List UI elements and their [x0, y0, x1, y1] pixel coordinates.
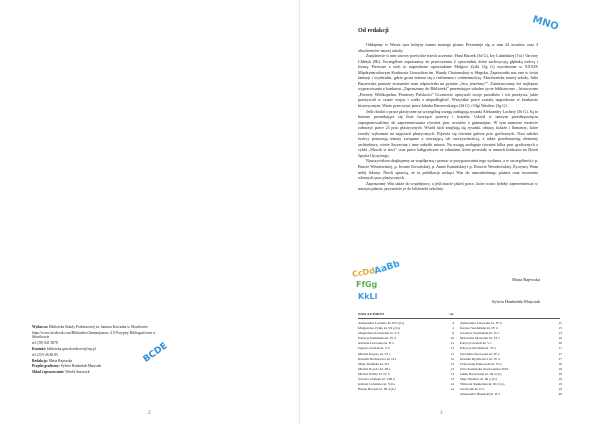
- author-page: 6: [452, 331, 454, 336]
- imprint-line: [32, 364, 172, 369]
- author-name: Michał Kopcio kl. VI c: [358, 351, 391, 356]
- imprint-line: [32, 341, 172, 346]
- imprint-label: Skład i opracowanie:: [32, 370, 65, 375]
- author-page: 18: [558, 366, 562, 371]
- author-page: 17: [558, 346, 562, 351]
- author-name: Franciszek Pełkowski kl. VI a: [460, 361, 503, 366]
- signoff-editor: Maria Rajewska: [511, 277, 540, 282]
- alphabet-decoration-fg: FfGg: [356, 280, 378, 289]
- authors-table-header: [358, 312, 560, 319]
- author-name: Marcelina Matysiak kl. VI a: [460, 336, 500, 341]
- author-page: 18: [558, 361, 562, 366]
- imprint-text: https://www.facebook.com/Biblioteka Gimnazjum nr. 4 O Przypisy Bibliograficzne w Słowikowie: [32, 330, 156, 340]
- author-page: 14: [450, 382, 454, 387]
- author-page: 14: [450, 387, 454, 392]
- author-name: Jarosław Szymański kl. IV c: [460, 331, 500, 336]
- author-name: Jakub Baczewski kl. III d (G): [460, 371, 502, 376]
- alphabet-decoration-ab: AaBb: [373, 259, 402, 277]
- author-page: 19: [558, 371, 562, 376]
- author-name: Patrycja Kamińska kl. IV d: [358, 336, 397, 341]
- imprint-text: tel. (59) 841 0078: [32, 341, 58, 346]
- author-name: Hanna Baczek kl. III d (G): [358, 387, 396, 392]
- author-row: [456, 392, 562, 397]
- authors-column-right: [456, 321, 562, 397]
- author-page: 10: [450, 336, 454, 341]
- authors-header-name: NASI AUTORZY: [358, 312, 385, 316]
- author-name: Patrycja Arendt kl. V c: [460, 341, 493, 346]
- author-name: Weronika Żurawska kl. IV e: [460, 351, 500, 356]
- author-page: 11: [450, 341, 454, 346]
- author-page: 4: [452, 326, 454, 331]
- imprint-label: Projekt graficzny:: [32, 364, 60, 369]
- authors-column-left: [358, 321, 456, 392]
- author-page: 11: [450, 346, 454, 351]
- alphabet-decoration-kl: KkLl: [358, 292, 378, 301]
- author-name: Izabela Lubańska kl. VII a: [358, 382, 396, 387]
- author-page: 19: [558, 377, 562, 382]
- right-page: [300, 0, 600, 424]
- authors-table: [358, 312, 562, 397]
- imprint-text: biblioteka.gim.slowikowo@wp.pl: [46, 346, 96, 351]
- author-page: 19: [558, 382, 562, 387]
- author-name: Aleksandra Lachetta kl. III b (G): [358, 321, 405, 325]
- alphabet-decoration: BCDE: [141, 341, 170, 365]
- author-name: Julia Kasznicka absolwentka 2018: [460, 366, 509, 371]
- imprint-label: Wydawca:: [32, 325, 49, 329]
- author-name: Kacper Szadziński kl. IV b: [460, 326, 498, 331]
- author-name: Maja Zielińska kl. II a: [358, 361, 390, 366]
- author-page: 4: [452, 321, 454, 325]
- page-number: 2: [148, 411, 151, 416]
- author-page: 17: [558, 351, 562, 356]
- author-name: Małgorzata Zytka kl. III g (G): [358, 326, 401, 331]
- author-name: Magdalena Kolodziak kl. V b: [358, 331, 400, 336]
- author-page: 20: [558, 392, 562, 397]
- imprint-line: [32, 370, 172, 375]
- author-name: Patrycja Rosiński kl. VI a: [460, 346, 497, 351]
- imprint-text: Sylwia Hankiełak-Matysiak: [60, 364, 102, 369]
- author-page: 15: [558, 321, 562, 325]
- imprint-line: [32, 331, 172, 340]
- author-page: 16: [558, 341, 562, 346]
- author-page: 13: [450, 366, 454, 371]
- author-page: 11: [450, 351, 454, 356]
- editorial-title: Od redakcji: [358, 28, 389, 34]
- author-name: Wiktoria Siekierska kl. III f (G): [460, 382, 505, 387]
- author-page: 13: [450, 371, 454, 376]
- editorial-paragraph: Znajdziecie w nim utwory poetyckie trzech uczennic: Hani Baczek (3d G), Izy Lubańskiej (7a) i Varvary Chłinyk (8b). Szczególnie zapraszamy do przeczytania 2 opowiadań, które zachwycają głęboką treścią i formą. Pierwsze z nich to nagrodzone opowiadanie Małgosi Zytki (3g G) wyróżnione w XXXIX Międzynarodowym Konkursie Literackim im. Wandy Chotomskiej w Słupsku. Zaprowadzi nas ono w świat fantazji i wyobraźni, gdzie groza miesza się z realizmem i codziennością. Absolwentka naszej szkoły, Julia Baczewska pomoże zrozumieć nam odpowiedzi na pytanie „Jacy jesteśmy?”. Zamieszczamy też najlepsze wypracowania z konkursu „Zapraszamy do Biblioteki” prezentujące szkolne życie biblioteczne – historyczne „Portrety Wielkopolan. Pionierzy Polskości” Uczniowie opisywali swoje przodków i ich przeżycia, jakie przeżywali w czasie wojny i walki o niepodległość. Wszystkie prace zostały nagrodzone w konkursie historycznym. Warto przeczytać prace Jakuba Baczewskiego (3d G) i Olgi Wasilew (3g G).: [358, 53, 538, 109]
- author-name: Klaudia Rychlewicz kl. IV d: [460, 356, 500, 361]
- editorial-paragraph: Jeśli chodzi o prace plastyczne na szczególną uwagę zasługują rysunki Aleksandry Lachety (3b G). Są to barwne przenikające się linie tworzące portrety i kształty. Udział w naszym przedsięwzięciu zaproponowaliśmy do zaprezentowania również prac uczniów z gimnazjum. W tym numerze możecie zobaczyć prace 23 prac plastycznych. Wśród nich znajdują się rysunki, obrazy, kolaże i flamastry, które zostały wykonane na zajęciach plastycznych. Pojawia się również galeria prac graficznych. Nasi młodzi twórcy poruszają tematy związane z otaczającą ich rzeczywistością, a także przedstawiają elementy architektury, wieże Szczecina i inne zabytki miasta. Na uwagę zasługuje również kilka prac graficznych z cyklu „Słowik w sieci” oraz prace kaligraficzne ze zdaniami, które powstały w ramach konkursu na Dzień Języka Ojczystego.: [358, 108, 538, 158]
- author-name: Aleksandra Hepnicki kl. II d: [460, 392, 500, 397]
- page-number: 3: [440, 411, 443, 416]
- alphabet-decoration-top: MNO: [530, 14, 560, 33]
- imprint-label: Redakcja:: [32, 358, 48, 363]
- author-row: [358, 387, 456, 392]
- imprint-text: Witold Antoszyk: [65, 370, 90, 375]
- author-page: 15: [558, 326, 562, 331]
- editorial-paragraph: Oddajemy w Wasze ręce kolejny numer naszego pisma. Prezentuje się w nim 24 uczniów oraz 3 absolwentów naszej szkoły.: [358, 42, 538, 53]
- author-page: 13: [450, 377, 454, 382]
- alphabet-decoration-cd: CcDd: [351, 266, 376, 279]
- author-page: 16: [558, 336, 562, 341]
- editorial-body: [358, 42, 538, 192]
- author-name: Varvara Chłinyk kl. VIII b: [358, 377, 395, 382]
- imprint-line: [32, 325, 172, 330]
- author-page: 15: [558, 331, 562, 336]
- author-page: 12: [450, 356, 454, 361]
- imprint-text: Biblioteka Szkoły Podstawowej nr. Janusza Korczaka w Słowikowie: [49, 325, 148, 329]
- author-name: Adriana Lisowska kl. II a: [358, 341, 394, 346]
- authors-header-page: str.: [449, 312, 454, 316]
- author-name: Jagoda Grzelak kl. V b: [358, 346, 391, 351]
- author-page: 13: [450, 361, 454, 366]
- author-page: 17: [558, 356, 562, 361]
- author-name: Michał Kopcio kl. III a: [358, 366, 391, 371]
- author-name: Olga Wasilew kl. III g (G): [460, 377, 497, 382]
- author-page: 19: [558, 387, 562, 392]
- editorial-paragraph: Zapraszamy Was także do współpracy, a jeśli macie jakieś prace, które warto byłoby zaprezentować w naszym piśmie, przynoście je do biblioteki szkolnej.: [358, 180, 538, 192]
- author-name: Aleksandra Lisowska kl. IV b: [460, 321, 502, 325]
- imprint-text: tel. (0) 9 46 86 85: [32, 352, 58, 357]
- imprint-text: Maria Rajewska: [48, 358, 73, 363]
- author-name: Jan Kosik kl. II d: [460, 387, 485, 392]
- author-name: Klaudia Borkiewicz kl. II a: [358, 356, 397, 361]
- imprint-label: Kontakt:: [32, 346, 46, 351]
- signoff-designer: Sylwia Hankiełak-Matysiak: [491, 299, 540, 304]
- author-name: Michał Wolny kl. IV b: [358, 371, 390, 376]
- editorial-paragraph: Nauczycielom dziękujemy za współpracę i pomoc w przygotowaniu tego wydania, a w szczególności: p. Beacie Wiśniewskiej, p. Iwonie Kowalskiej, p. Annie Kamińskiej i p. Dorocie Wesołowskiej. Życzymy Wam miłej lektury. Niech sprawią, że ta publikacja zachęci Was do samodzielnego pisania oraz tworzenia własnych prac plastycznych.: [358, 158, 538, 181]
